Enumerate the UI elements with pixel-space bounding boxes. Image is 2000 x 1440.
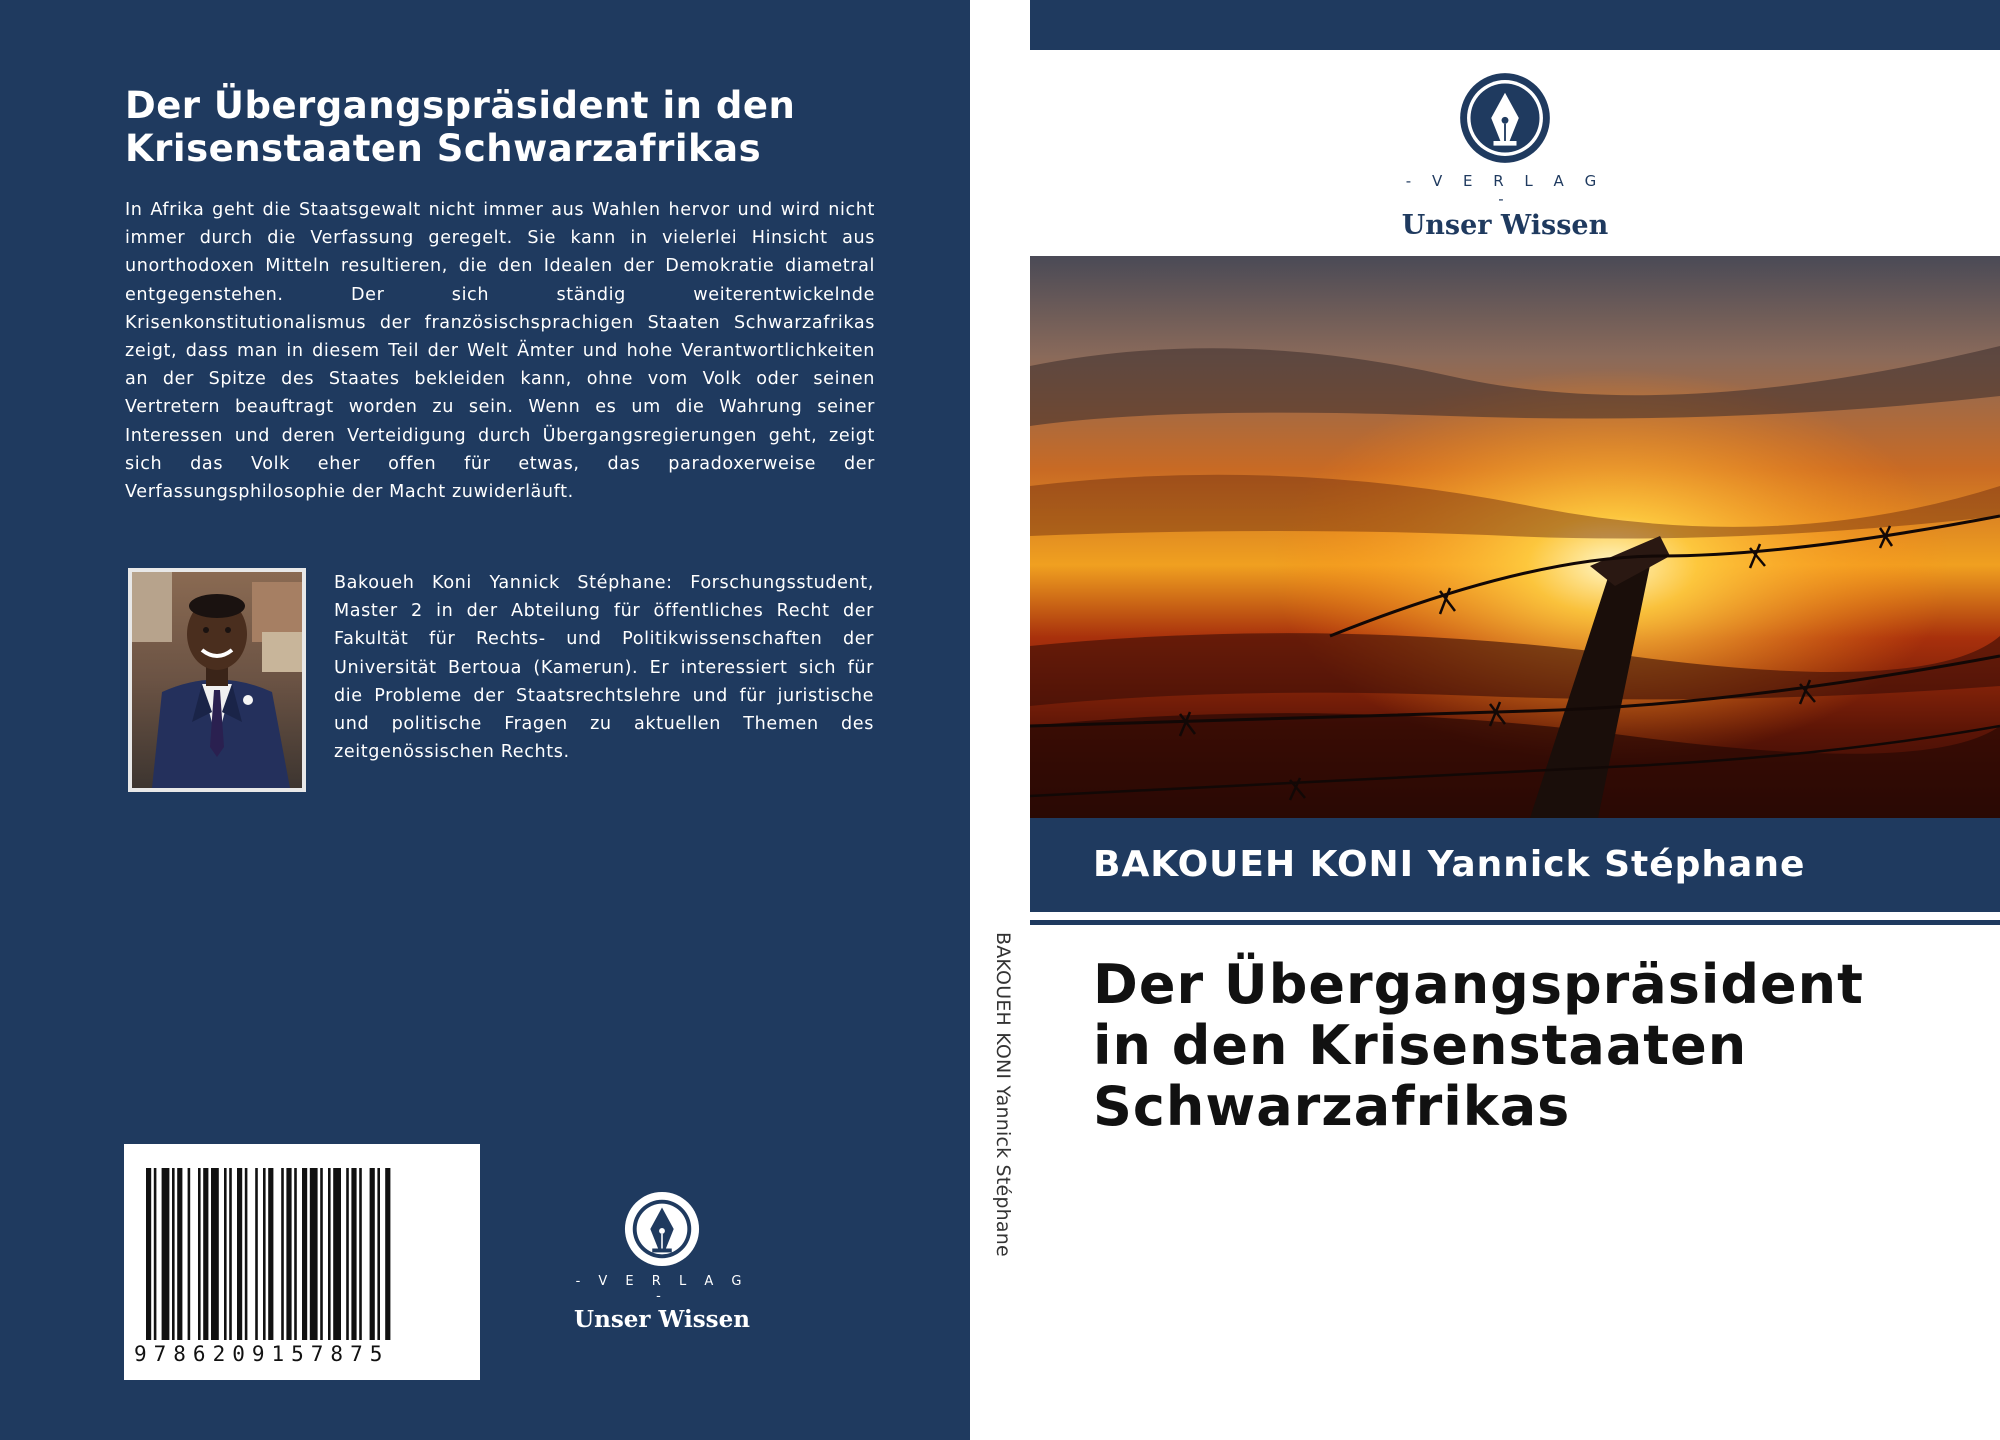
front-divider [1030, 920, 2000, 925]
back-title-line-2: Krisenstaaten Schwarzafrikas [125, 127, 762, 170]
isbn-barcode [124, 1144, 480, 1380]
front-title-line-3: Schwarzafrikas [1093, 1075, 1571, 1138]
publisher-logo-front [1400, 72, 1610, 241]
back-cover [0, 0, 970, 1440]
front-author-name: BAKOUEH KONI Yannick Stéphane [1093, 844, 1806, 885]
front-author-band [1030, 818, 2000, 912]
book-blurb: In Afrika geht die Staatsgewalt nicht immer aus Wahlen hervor und wird nicht immer durch die Verfassung geregelt. Sie kann in vielerlei Hinsicht aus unorthodoxen Mitteln resultieren, die den Idealen der Demokratie diametral entgegenstehen. Der sich ständig weiterentwickelnde Krisenkonstitutionalismus der französischsprachigen Staaten Schwarzafrikas zeigt, dass man in diesem Teil der Welt Ämter und hohe Verantwortlichkeiten an der Spitze des Staates bekleiden kann, ohne vom Volk oder seinen Vertretern beauftragt worden zu sein. Wenn es um die Wahrung seiner Interessen und deren Verteidigung durch Übergangsregierungen geht, zeigt sich das Volk eher offen für etwas, das paradoxerweise der Verfassungsphilosophie der Macht zuwiderläuft. [125, 200, 875, 503]
author-portrait-image [132, 572, 302, 788]
back-cover-title [125, 84, 905, 170]
publisher-name: Unser Wissen [574, 1306, 750, 1333]
publisher-name: Unser Wissen [1401, 210, 1609, 241]
author-photo [128, 568, 306, 792]
barbed-wire-sunset-image [1030, 256, 2000, 818]
front-title-line-2: in den Krisenstaaten [1093, 1014, 1748, 1077]
barcode-bars [146, 1168, 458, 1340]
author-bio: Bakoueh Koni Yannick Stéphane: Forschungsstudent, Master 2 in der Abteilung für öffentliches Recht der Fakultät für Rechts- und Politikwissenschaften der Universität Bertoua (Kamerun). Er interessiert sich für die Probleme der Staatsrechtslehre und für juristische und politische Fragen zu aktuellen Themen des zeitgenössischen Rechts. [334, 573, 874, 763]
publisher-logo-back [572, 1190, 752, 1333]
spine-author: BAKOUEH KONI Yannick Stéphane [992, 932, 1014, 1257]
cover-photo [1030, 256, 2000, 818]
back-title-line-1: Der Übergangspräsident in den [125, 84, 796, 127]
front-cover-title [1093, 954, 1973, 1137]
isbn-number: 9786209157875 [134, 1342, 390, 1366]
fountain-pen-nib-icon [623, 1190, 701, 1268]
verlag-label: - V E R L A G - [575, 1274, 749, 1304]
verlag-label: - V E R L A G - [1405, 172, 1605, 208]
front-top-bar [1030, 0, 2000, 50]
fountain-pen-nib-icon [1459, 72, 1551, 164]
front-title-line-1: Der Übergangspräsident [1093, 953, 1864, 1016]
